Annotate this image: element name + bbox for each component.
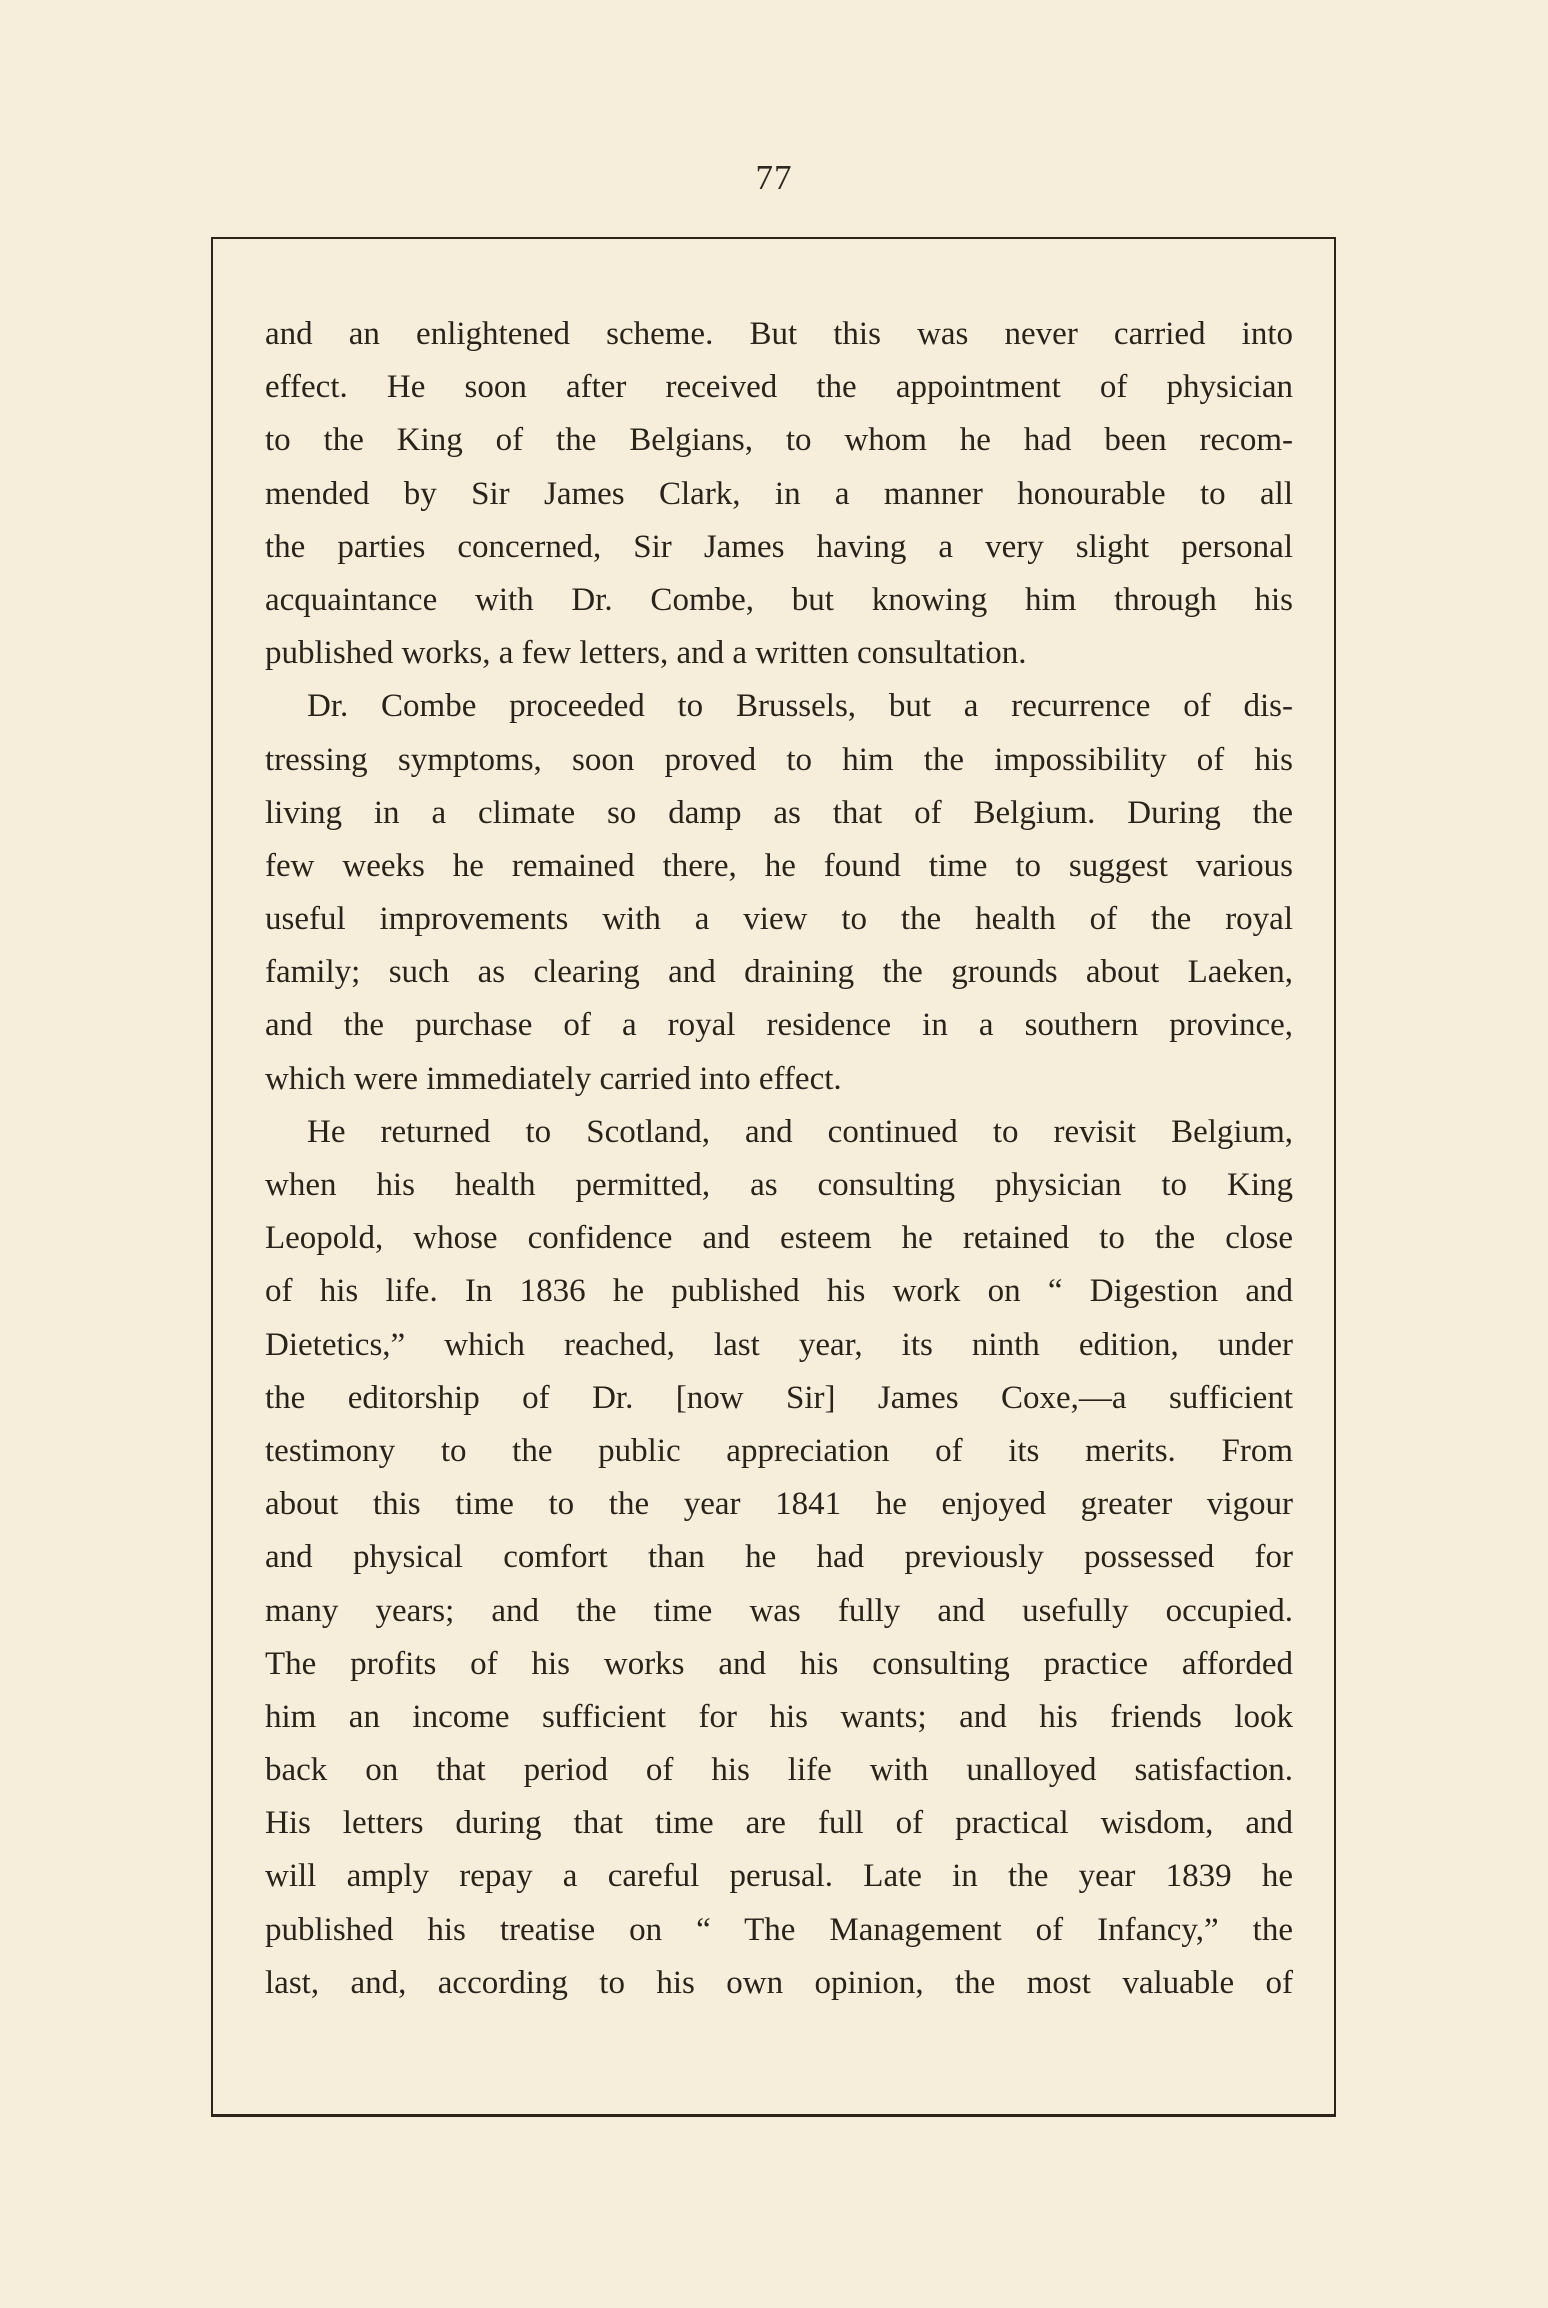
text-line: Dr. Combe proceeded to Brussels, but a recurrence of dis-: [307, 688, 1293, 725]
body-text: [265, 308, 1293, 2010]
text-line: Dietetics,” which reached, last year, its ninth edition, under: [265, 1326, 1293, 1363]
text-line: living in a climate so damp as that of Belgium. During the: [265, 794, 1293, 831]
text-line: effect. He soon after received the appointment of physician: [265, 369, 1293, 406]
text-line: many years; and the time was fully and usefully occupied.: [265, 1592, 1293, 1629]
text-line: of his life. In 1836 he published his work on “ Digestion and: [265, 1273, 1293, 1310]
text-line: useful improvements with a view to the health of the royal: [265, 901, 1293, 938]
text-line: and the purchase of a royal residence in a southern province,: [265, 1007, 1293, 1044]
text-line: published his treatise on “ The Management of Infancy,” the: [265, 1911, 1293, 1948]
text-line: Leopold, whose confidence and esteem he retained to the close: [265, 1220, 1293, 1257]
text-line: and an enlightened scheme. But this was never carried into: [265, 316, 1293, 352]
text-line: the editorship of Dr. [now Sir] James Coxe,—a sufficient: [265, 1379, 1293, 1416]
text-line: will amply repay a careful perusal. Late in the year 1839 he: [265, 1858, 1293, 1895]
text-line: The profits of his works and his consulting practice afforded: [265, 1645, 1293, 1682]
text-line: last, and, according to his own opinion, the most valuable of: [265, 1964, 1293, 2001]
text-line: mended by Sir James Clark, in a manner honourable to all: [265, 475, 1293, 512]
text-line: to the King of the Belgians, to whom he had been recom-: [265, 422, 1293, 459]
text-line: and physical comfort than he had previously possessed for: [265, 1539, 1293, 1576]
text-line: He returned to Scotland, and continued to revisit Belgium,: [307, 1113, 1293, 1150]
text-line: published works, a few letters, and a written consultation.: [265, 635, 1027, 672]
text-line: which were immediately carried into effect.: [265, 1060, 842, 1097]
text-line: family; such as clearing and draining the grounds about Laeken,: [265, 954, 1293, 991]
text-line: testimony to the public appreciation of its merits. From: [265, 1432, 1293, 1469]
text-line: when his health permitted, as consulting physician to King: [265, 1167, 1293, 1203]
text-line: back on that period of his life with unalloyed satisfaction.: [265, 1752, 1293, 1789]
text-line: tressing symptoms, soon proved to him the impossibility of his: [265, 741, 1293, 778]
text-line: him an income sufficient for his wants; and his friends look: [265, 1698, 1293, 1735]
text-line: the parties concerned, Sir James having a very slight personal: [265, 528, 1293, 565]
text-line: His letters during that time are full of practical wisdom, and: [265, 1805, 1293, 1842]
text-line: acquaintance with Dr. Combe, but knowing him through his: [265, 581, 1293, 618]
text-line: few weeks he remained there, he found time to suggest various: [265, 847, 1293, 884]
text-line: about this time to the year 1841 he enjoyed greater vigour: [265, 1486, 1293, 1523]
page-number: 77: [755, 158, 793, 197]
